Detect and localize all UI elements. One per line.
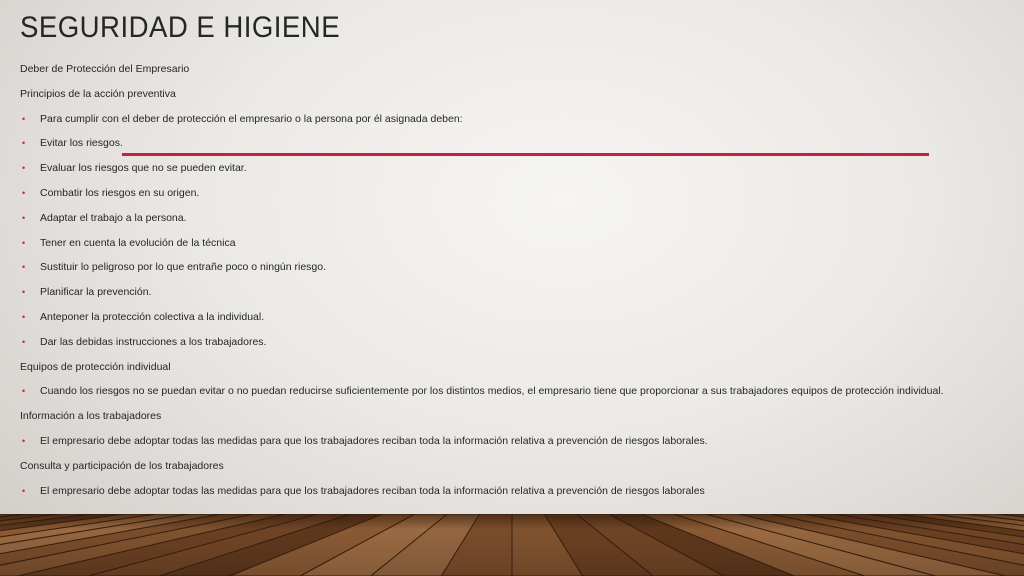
bullet-icon: • bbox=[22, 435, 26, 446]
bullet-icon: • bbox=[22, 113, 26, 124]
row-text: El empresario debe adoptar todas las medidas para que los trabajadores reciban toda la información relativa a prevención de riesgos laborales. bbox=[40, 434, 708, 447]
row-text: Combatir los riesgos en su origen. bbox=[40, 186, 200, 199]
section-heading bbox=[20, 459, 1010, 484]
bullet-item bbox=[20, 260, 1010, 285]
bullet-item bbox=[20, 285, 1010, 310]
wood-floor-decoration bbox=[0, 514, 1024, 576]
row-text: Anteponer la protección colectiva a la individual. bbox=[40, 310, 265, 323]
bullet-item bbox=[20, 335, 1010, 360]
bullet-item bbox=[20, 434, 1010, 459]
section-heading bbox=[20, 360, 1010, 385]
row-text: El empresario debe adoptar todas las medidas para que los trabajadores reciban toda la información relativa a prevención de riesgos laborales bbox=[40, 484, 705, 497]
row-text: Cuando los riesgos no se puedan evitar o no puedan reducirse suficientemente por los distintos medios, el empresario tiene que proporcionar a sus trabajadores equipos de protección individual. bbox=[40, 385, 944, 398]
bullet-icon: • bbox=[22, 212, 26, 223]
row-text: Consulta y participación de los trabajadores bbox=[20, 459, 224, 472]
row-text: Adaptar el trabajo a la persona. bbox=[40, 211, 187, 224]
bullet-item bbox=[20, 186, 1010, 211]
bullet-icon: • bbox=[22, 311, 26, 322]
bullet-item bbox=[20, 310, 1010, 335]
row-text: Tener en cuenta la evolución de la técnica bbox=[40, 236, 236, 249]
section-heading bbox=[20, 87, 1010, 112]
bullet-icon: • bbox=[22, 237, 26, 248]
section-heading bbox=[20, 409, 1010, 434]
bullet-icon: • bbox=[22, 187, 26, 198]
bullet-icon: • bbox=[22, 262, 26, 273]
row-text: Principios de la acción preventiva bbox=[20, 87, 176, 100]
bullet-icon: • bbox=[22, 163, 26, 174]
bullet-item bbox=[20, 136, 1010, 161]
row-text: Evitar los riesgos. bbox=[40, 137, 123, 150]
row-text: Para cumplir con el deber de protección el empresario o la persona por él asignada deben: bbox=[40, 112, 463, 125]
row-text: Dar las debidas instrucciones a los trabajadores. bbox=[40, 335, 267, 348]
row-text: Información a los trabajadores bbox=[20, 410, 162, 423]
slide-content bbox=[20, 62, 1010, 508]
bullet-icon: • bbox=[22, 386, 26, 397]
bullet-item bbox=[20, 112, 1010, 137]
section-heading bbox=[20, 62, 1010, 87]
bullet-item bbox=[20, 236, 1010, 261]
bullet-icon: • bbox=[22, 287, 26, 298]
bullet-icon: • bbox=[22, 138, 26, 149]
row-text: Deber de Protección del Empresario bbox=[20, 63, 190, 75]
wood-planks bbox=[0, 514, 1024, 576]
slide-title: SEGURIDAD E HIGIENE bbox=[20, 11, 341, 44]
bullet-item bbox=[20, 484, 1010, 509]
bullet-icon: • bbox=[22, 485, 26, 496]
row-text: Planificar la prevención. bbox=[40, 286, 152, 299]
row-text: Sustituir lo peligroso por lo que entrañe poco o ningún riesgo. bbox=[40, 261, 327, 274]
bullet-item bbox=[20, 384, 1010, 409]
bullet-item bbox=[20, 211, 1010, 236]
bullet-icon: • bbox=[22, 336, 26, 347]
bullet-item bbox=[20, 161, 1010, 186]
row-text: Evaluar los riesgos que no se pueden evitar. bbox=[40, 162, 247, 175]
row-text: Equipos de protección individual bbox=[20, 360, 171, 373]
